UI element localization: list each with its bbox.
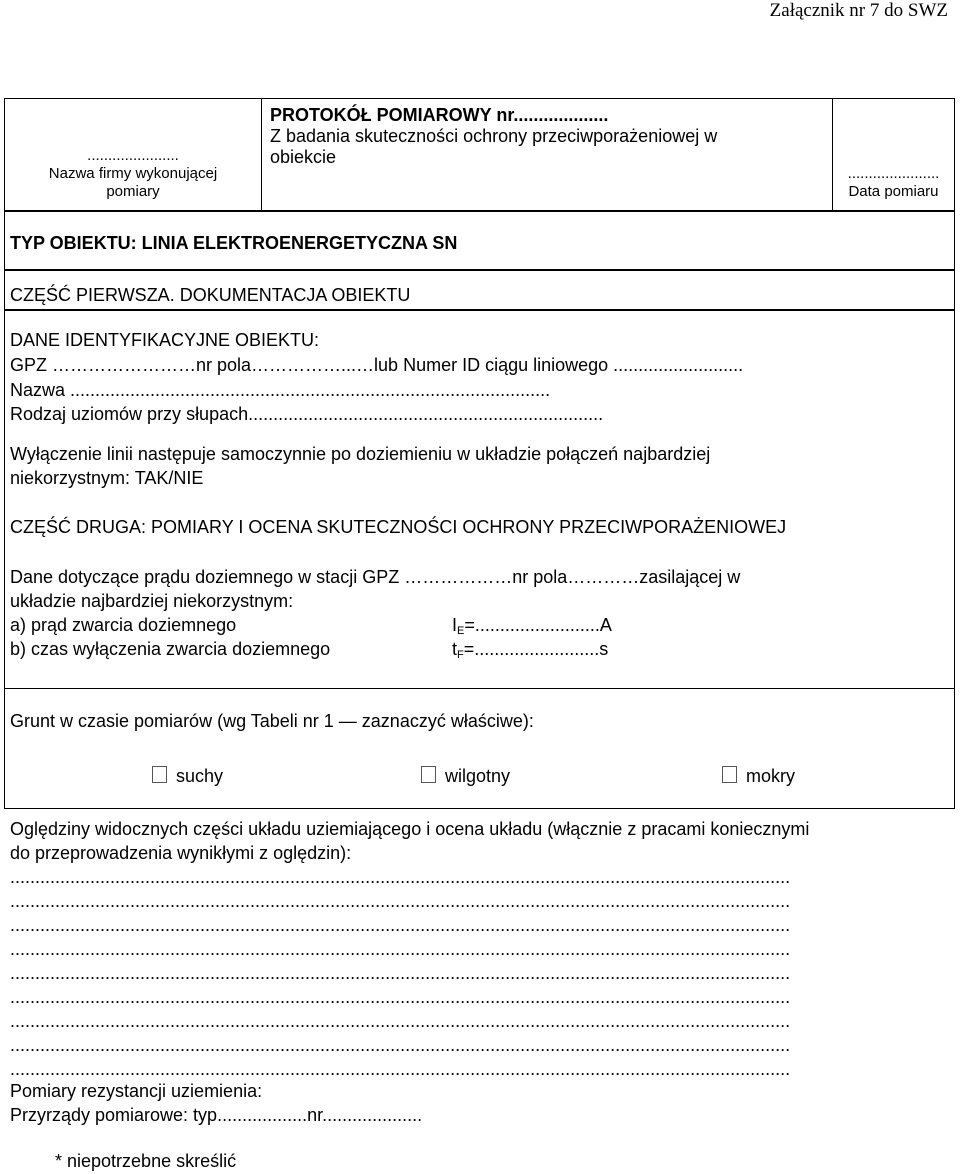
inspection-field[interactable]: ............................................................................................................................................................ xyxy=(10,987,791,1007)
soil-label: Grunt w czasie pomiarów (wg Tabeli nr 1 — zaznaczyć właściwe): xyxy=(10,711,534,731)
protocol-subtitle: Z badania skuteczności ochrony przeciwporażeniowej w xyxy=(270,126,718,146)
inspection-field[interactable]: ............................................................................................................................................................ xyxy=(10,939,791,959)
inspection-field[interactable]: ............................................................................................................................................................ xyxy=(10,1011,791,1031)
earthing-type-field[interactable]: Rodzaj uziomów przy słupach....................................................................... xyxy=(10,404,604,424)
gpz-field[interactable]: GPZ ……………………nr pola……………...…lub Numer ID ciągu liniowego .......................... xyxy=(10,355,744,375)
measurement-title: Pomiary rezystancji uziemienia: xyxy=(10,1081,263,1101)
company-label: Nazwa firmy wykonującej xyxy=(48,165,218,182)
inspection-field[interactable]: ............................................................................................................................................................ xyxy=(10,867,791,887)
object-type: TYP OBIEKTU: LINIA ELEKTROENERGETYCZNA SN xyxy=(10,233,458,253)
inspection-text: do przeprowadzenia wynikłymi z oględzin): xyxy=(10,843,352,863)
footnote: * niepotrzebne skreślić xyxy=(55,1151,237,1171)
protocol-cell xyxy=(262,99,833,210)
company-dots[interactable]: ...................... xyxy=(87,147,179,164)
ident-title: DANE IDENTYFIKACYJNE OBIEKTU: xyxy=(10,330,320,350)
header-table xyxy=(4,98,955,211)
date-label: Data pomiaru xyxy=(848,183,939,200)
instruments-field[interactable]: Przyrządy pomiarowe: typ..................nr.................... xyxy=(10,1105,423,1125)
inspection-text: Oględziny widocznych części układu uziemiającego i ocena układu (włącznie z pracami koniecznymi xyxy=(10,819,810,839)
date-cell xyxy=(833,99,954,210)
inspection-field[interactable]: ............................................................................................................................................................ xyxy=(10,1035,791,1055)
attachment-label: Załącznik nr 7 do SWZ xyxy=(769,0,948,21)
checkbox-icon[interactable] xyxy=(421,766,436,783)
divider xyxy=(4,688,955,689)
inspection-field[interactable]: ............................................................................................................................................................ xyxy=(10,1059,791,1079)
fault-current-field[interactable]: $I_E=.........................A$ xyxy=(452,615,612,637)
shutdown-text: Wyłączenie linii następuje samoczynnie po doziemieniu w układzie połączeń najbardziej xyxy=(10,444,711,464)
part1-title: CZĘŚĆ PIERWSZA. DOKUMENTACJA OBIEKTU xyxy=(10,285,411,305)
company-label: pomiary xyxy=(106,183,160,200)
fault-time-field[interactable]: $t_F=.........................s$ xyxy=(452,639,609,661)
inspection-field[interactable]: ............................................................................................................................................................ xyxy=(10,963,791,983)
fault-time-label: b) czas wyłączenia zwarcia doziemnego xyxy=(10,639,331,659)
protocol-subtitle: obiekcie xyxy=(270,147,337,167)
shutdown-choice[interactable]: niekorzystnym: TAK/NIE xyxy=(10,468,204,488)
inspection-field[interactable]: ............................................................................................................................................................ xyxy=(10,891,791,911)
date-dots[interactable]: ...................... xyxy=(847,165,940,182)
soil-option-wet[interactable]: mokry xyxy=(722,765,795,787)
inspection-field[interactable]: ............................................................................................................................................................ xyxy=(10,915,791,935)
fault-current-label: a) prąd zwarcia doziemnego xyxy=(10,615,237,635)
name-field[interactable]: Nazwa ................................................................................................ xyxy=(10,380,551,400)
soil-option-dry[interactable]: suchy xyxy=(152,765,223,787)
checkbox-icon[interactable] xyxy=(152,766,167,783)
current-data-line: układzie najbardziej niekorzystnym: xyxy=(10,591,294,611)
part2-title: CZĘŚĆ DRUGA: POMIARY I OCENA SKUTECZNOŚCI OCHRONY PRZECIWPORAŻENIOWEJ xyxy=(10,517,787,537)
soil-option-moist[interactable]: wilgotny xyxy=(421,765,510,787)
current-data-line[interactable]: Dane dotyczące prądu doziemnego w stacji GPZ ………………nr pola…………zasilającej w xyxy=(10,567,741,587)
protocol-title: PROTOKÓŁ POMIAROWY nr................... xyxy=(270,105,609,125)
company-cell xyxy=(5,99,262,210)
checkbox-icon[interactable] xyxy=(722,766,737,783)
